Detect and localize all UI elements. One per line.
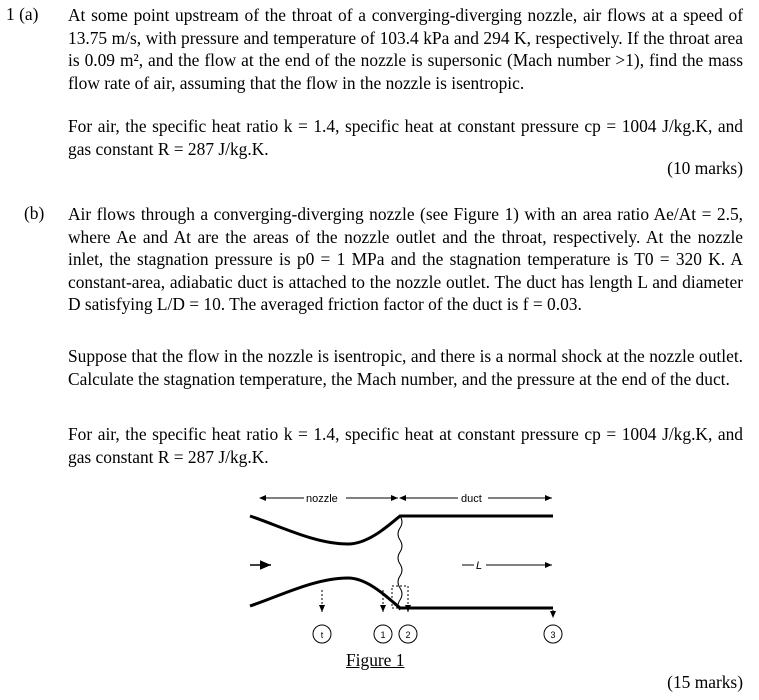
svg-text:1: 1 xyxy=(380,630,386,640)
part-b-paragraph-1: Air flows through a converging-diverging nozzle (see Figure 1) with an area ratio Ae/At = 2.5, where Ae and At are the areas of the nozzle outlet and the throat, respectively. At the nozzle inlet, the stagnation pressure is p0 = 1 MPa and the stagnation temperature is T0 = 320 K. A constant-area, adiabatic duct is attached to the nozzle outlet. The duct has length L and diameter D satisfying L/D = 10. The averaged friction factor of the duct is f = 0.03. xyxy=(68,204,743,314)
nozzle-label: nozzle xyxy=(306,493,338,505)
part-a-marks: (10 marks) xyxy=(667,158,743,178)
figure-1-diagram xyxy=(240,486,570,656)
svg-text:3: 3 xyxy=(550,630,556,640)
svg-text:2: 2 xyxy=(405,630,411,640)
part-a-paragraph-2: For air, the specific heat ratio k = 1.4, specific heat at constant pressure cp = 1004 J/kg.K, and gas constant R = 287 J/kg.K. xyxy=(68,116,743,159)
part-b-marks: (15 marks) xyxy=(667,672,743,692)
duct-label: duct xyxy=(461,493,482,505)
station-3-marker xyxy=(544,625,562,643)
station-t-marker xyxy=(313,625,331,643)
part-b-label: (b) xyxy=(24,203,45,223)
part-b-paragraph-2: Suppose that the flow in the nozzle is isentropic, and there is a normal shock at the nozzle outlet. Calculate the stagnation temperature, the Mach number, and the pressure at the end of the duct. xyxy=(68,346,743,389)
figure-caption: Figure 1 xyxy=(346,650,405,670)
part-a-paragraph-1: At some point upstream of the throat of a converging-diverging nozzle, air flows at a speed of 13.75 m/s, with pressure and temperature of 103.4 kPa and 294 K, respectively. If the throat area is 0.09 m², and the flow at the end of the nozzle is supersonic (Mach number >1), find the mass flow rate of air, assuming that the flow in the nozzle is isentropic. xyxy=(68,5,743,93)
normal-shock-line xyxy=(398,516,402,610)
part-b-paragraph-3: For air, the specific heat ratio k = 1.4, specific heat at constant pressure cp = 1004 J/kg.K, and gas constant R = 287 J/kg.K. xyxy=(68,424,743,467)
station-1-marker xyxy=(374,625,392,643)
length-label: L xyxy=(476,560,483,572)
station-2-marker xyxy=(399,625,417,643)
svg-text:t: t xyxy=(320,630,324,640)
question-number: 1 (a) xyxy=(6,4,39,24)
